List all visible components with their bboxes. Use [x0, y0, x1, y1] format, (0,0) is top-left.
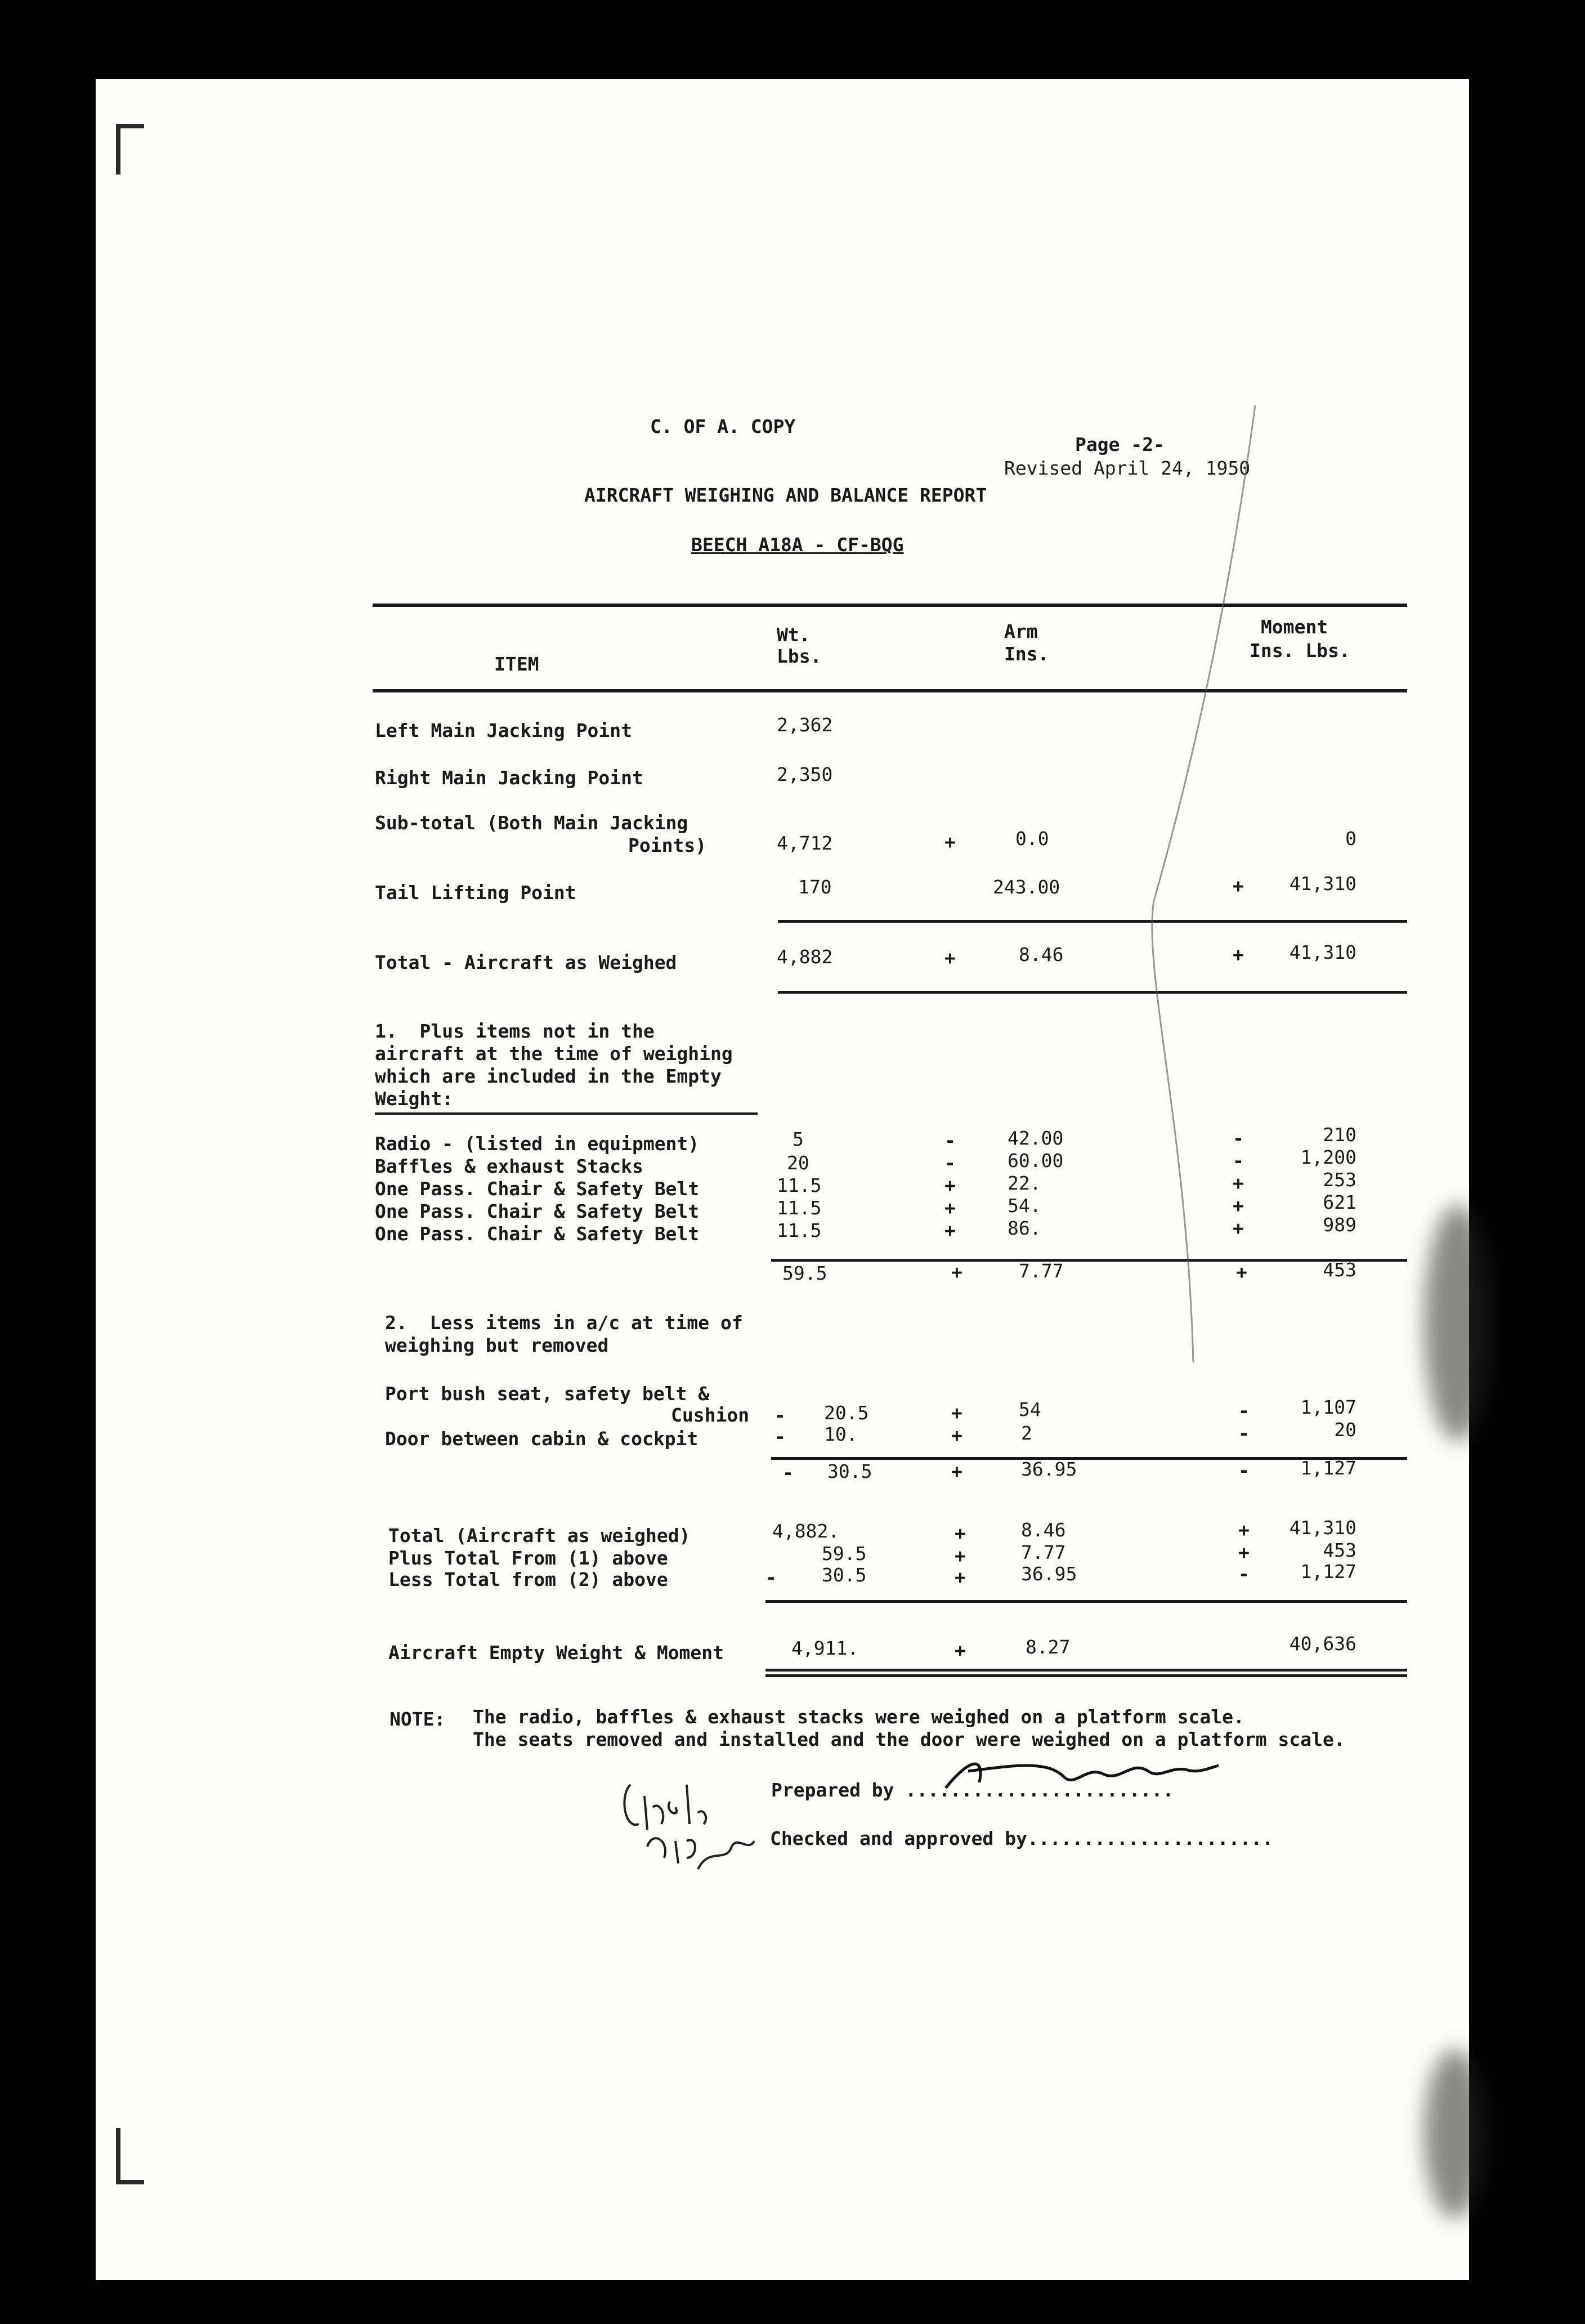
- s2-total-wt: 30.5: [827, 1460, 872, 1482]
- s1-arm-sign: +: [944, 1174, 956, 1196]
- s1-wt: 11.5: [777, 1219, 822, 1241]
- s1-item: Radio - (listed in equipment): [375, 1133, 700, 1155]
- row-wt: 170: [798, 876, 832, 898]
- total-weighed-arm: 8.46: [1019, 944, 1064, 966]
- s1-total-arm: 7.77: [1019, 1260, 1064, 1282]
- summary-arm-sign: +: [955, 1545, 966, 1567]
- s2-item-cont: Cushion: [671, 1404, 750, 1426]
- row-item: Sub-total (Both Main Jacking: [375, 812, 688, 834]
- summary-arm-sign: +: [955, 1522, 966, 1544]
- note-line-1: The radio, baffles & exhaust stacks were weighed on a platform scale.: [473, 1706, 1244, 1728]
- summary-rule: [765, 1600, 1407, 1603]
- revised-date: Revised April 24, 1950: [1004, 457, 1251, 479]
- row-wt: 2,350: [777, 763, 833, 785]
- s1-wt: 5: [792, 1128, 804, 1150]
- row-item: Left Main Jacking Point: [375, 719, 632, 741]
- crop-mark-top-left: [116, 124, 120, 175]
- total-weighed-arm-sign: +: [944, 947, 956, 969]
- rule-total-bottom: [778, 991, 1407, 994]
- col-arm-2: Ins.: [1004, 643, 1049, 665]
- checked-by: Checked and approved by......................: [770, 1827, 1274, 1849]
- s2-item: Port bush seat, safety belt &: [385, 1383, 710, 1405]
- s1-total-wt: 59.5: [782, 1262, 827, 1284]
- summary-moment: 41,310: [1289, 1517, 1356, 1539]
- paper-crease: [1120, 405, 1266, 1362]
- s1-arm: 42.00: [1008, 1127, 1064, 1149]
- signature: [934, 1749, 1227, 1799]
- crop-mark-bottom-left-h: [116, 2180, 144, 2184]
- row-item-cont: Points): [628, 834, 707, 856]
- empty-rule-1: [765, 1669, 1407, 1672]
- s1-arm: 60.00: [1008, 1150, 1064, 1172]
- total-weighed-moment-sign: +: [1233, 944, 1244, 966]
- section1-heading-rule: [375, 1112, 758, 1115]
- section1-heading: Weight:: [375, 1088, 454, 1110]
- s1-moment: 989: [1323, 1214, 1356, 1236]
- crop-mark-top-left-h: [116, 124, 144, 128]
- aircraft-id: BEECH A18A - CF-BQG: [691, 534, 904, 556]
- col-item: ITEM: [494, 653, 539, 675]
- s2-wt: 20.5: [824, 1402, 869, 1424]
- summary-wt: 30.5: [822, 1564, 867, 1586]
- row-arm: 243.00: [993, 876, 1060, 898]
- summary-wt: 4,882.: [772, 1520, 840, 1542]
- s2-total-mom-sign: -: [1238, 1459, 1250, 1481]
- col-wt-1: Wt.: [777, 624, 811, 646]
- handwritten-check-mark: [614, 1762, 765, 1886]
- s2-moment: 1,107: [1300, 1396, 1356, 1418]
- total-weighed-moment: 41,310: [1289, 941, 1356, 963]
- summary-mom-sign: +: [1238, 1541, 1250, 1563]
- row-item: Tail Lifting Point: [375, 882, 576, 904]
- s1-arm-sign: +: [944, 1219, 956, 1241]
- s1-wt: 20: [787, 1152, 809, 1174]
- row-moment: 0: [1345, 828, 1356, 850]
- s2-wt-sign: -: [774, 1404, 786, 1426]
- s1-mom-sign: -: [1233, 1150, 1244, 1172]
- rule-total-top: [778, 920, 1407, 923]
- row-item: Right Main Jacking Point: [375, 767, 643, 789]
- summary-arm: 8.46: [1021, 1519, 1066, 1541]
- s2-moment: 20: [1334, 1419, 1356, 1441]
- summary-wt-sign: -: [765, 1566, 777, 1588]
- row-moment-sign: +: [1233, 875, 1244, 897]
- page-number: Page -2-: [1075, 433, 1165, 455]
- s1-wt: 11.5: [777, 1197, 822, 1219]
- s1-moment: 621: [1323, 1191, 1356, 1213]
- section1-heading: aircraft at the time of weighing: [375, 1043, 733, 1065]
- s2-total-arm-sign: +: [951, 1460, 962, 1482]
- col-arm-1: Arm: [1004, 620, 1038, 642]
- s2-mom-sign: -: [1238, 1400, 1250, 1422]
- s1-mom-sign: +: [1233, 1195, 1244, 1217]
- edge-stain: [1424, 1205, 1492, 1441]
- section2-heading: weighing but removed: [385, 1334, 609, 1356]
- s2-total-wt-sign: -: [782, 1462, 794, 1483]
- s1-mom-sign: -: [1233, 1127, 1244, 1149]
- s2-wt: 10.: [824, 1423, 858, 1445]
- col-moment-2: Ins. Lbs.: [1250, 640, 1350, 662]
- row-wt: 4,712: [777, 832, 833, 854]
- copy-label: C. OF A. COPY: [650, 415, 796, 437]
- total-weighed-wt: 4,882: [777, 946, 833, 968]
- s1-arm-sign: -: [944, 1152, 956, 1174]
- s1-wt: 11.5: [777, 1174, 822, 1196]
- s1-moment: 253: [1323, 1169, 1356, 1191]
- s2-arm-sign: +: [951, 1424, 962, 1446]
- summary-item: Less Total from (2) above: [388, 1568, 668, 1590]
- s2-total-arm: 36.95: [1021, 1458, 1077, 1480]
- summary-moment: 1,127: [1300, 1561, 1356, 1583]
- empty-weight-wt: 4,911.: [791, 1637, 859, 1659]
- s1-mom-sign: +: [1233, 1217, 1244, 1239]
- summary-item: Total (Aircraft as weighed): [388, 1525, 691, 1547]
- s1-moment: 1,200: [1300, 1146, 1356, 1168]
- note-label: NOTE:: [389, 1708, 446, 1730]
- s1-total-mom-sign: +: [1236, 1261, 1247, 1283]
- edge-stain-lower: [1424, 2049, 1486, 2218]
- summary-item: Plus Total From (1) above: [388, 1547, 668, 1569]
- prepared-by: Prepared by ........................: [771, 1779, 1174, 1801]
- note-line-2: The seats removed and installed and the door were weighed on a platform scale.: [473, 1728, 1345, 1750]
- row-arm-sign: +: [944, 831, 956, 853]
- crop-mark-bottom-left: [116, 2128, 120, 2184]
- report-title: AIRCRAFT WEIGHING AND BALANCE REPORT: [584, 484, 987, 506]
- section1-heading: 1. Plus items not in the: [375, 1020, 655, 1042]
- s1-arm: 86.: [1008, 1217, 1041, 1239]
- section2-heading: 2. Less items in a/c at time of: [385, 1312, 743, 1334]
- document-page: [96, 79, 1469, 2280]
- summary-arm-sign: +: [955, 1566, 966, 1588]
- summary-wt: 59.5: [822, 1543, 867, 1565]
- empty-weight-arm: 8.27: [1026, 1636, 1071, 1658]
- row-wt: 2,362: [777, 714, 833, 736]
- s2-item: Door between cabin & cockpit: [385, 1428, 699, 1450]
- empty-weight-arm-sign: +: [955, 1639, 966, 1661]
- empty-weight-label: Aircraft Empty Weight & Moment: [388, 1642, 724, 1664]
- s2-total-moment: 1,127: [1300, 1457, 1356, 1479]
- empty-weight-moment: 40,636: [1289, 1633, 1356, 1655]
- s1-total-arm-sign: +: [951, 1261, 962, 1283]
- s1-arm: 54.: [1008, 1195, 1041, 1217]
- s2-arm: 2: [1021, 1422, 1032, 1444]
- total-weighed-label: Total - Aircraft as Weighed: [375, 951, 677, 973]
- col-moment-1: Moment: [1261, 616, 1328, 638]
- summary-mom-sign: +: [1238, 1519, 1250, 1541]
- s1-item: One Pass. Chair & Safety Belt: [375, 1178, 700, 1200]
- s2-mom-sign: -: [1238, 1422, 1250, 1444]
- s2-arm-sign: +: [951, 1402, 962, 1424]
- empty-rule-2: [765, 1674, 1407, 1677]
- col-wt-2: Lbs.: [777, 645, 822, 667]
- summary-mom-sign: -: [1238, 1563, 1250, 1585]
- section1-heading: which are included in the Empty: [375, 1065, 722, 1087]
- s2-arm: 54: [1019, 1398, 1041, 1420]
- row-arm: 0.0: [1015, 828, 1049, 850]
- s1-arm: 22.: [1008, 1172, 1041, 1194]
- s1-arm-sign: -: [944, 1129, 956, 1151]
- summary-arm: 36.95: [1021, 1563, 1077, 1585]
- s2-wt-sign: -: [774, 1425, 786, 1447]
- row-moment: 41,310: [1289, 873, 1356, 895]
- s1-item: One Pass. Chair & Safety Belt: [375, 1200, 700, 1222]
- s1-arm-sign: +: [944, 1197, 956, 1219]
- summary-arm: 7.77: [1021, 1541, 1066, 1563]
- s1-moment: 210: [1323, 1124, 1356, 1146]
- summary-moment: 453: [1323, 1539, 1356, 1561]
- s1-total-moment: 453: [1323, 1259, 1356, 1281]
- s1-item: Baffles & exhaust Stacks: [375, 1155, 643, 1177]
- s1-item: One Pass. Chair & Safety Belt: [375, 1223, 700, 1245]
- s1-mom-sign: +: [1233, 1172, 1244, 1194]
